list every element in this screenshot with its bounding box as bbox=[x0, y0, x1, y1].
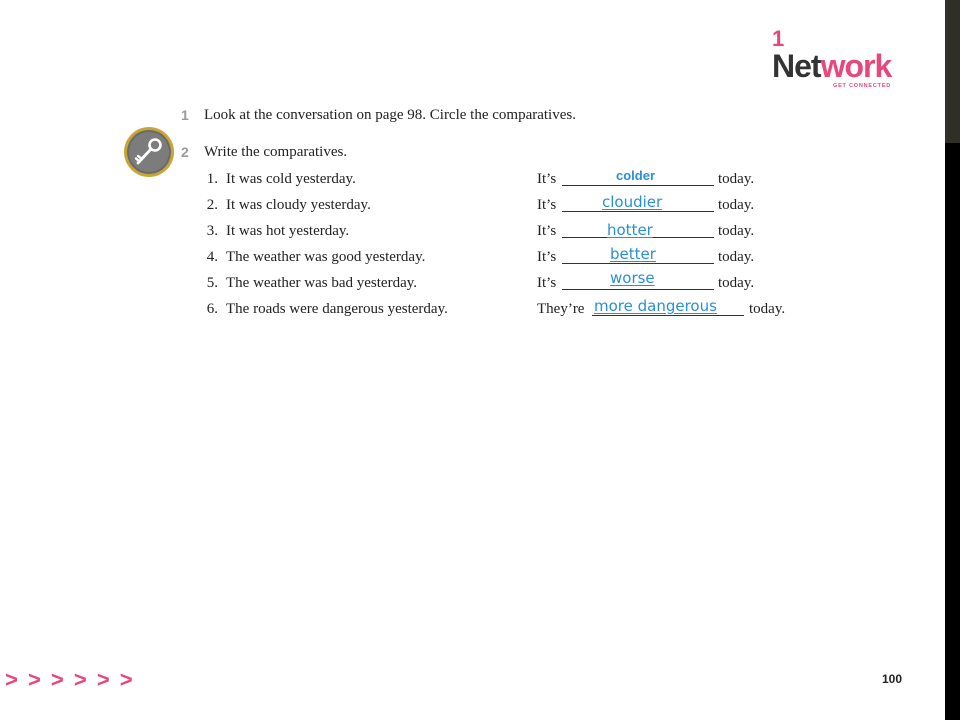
row-index: 1. bbox=[206, 171, 218, 187]
exercise-row bbox=[0, 297, 960, 325]
row-suffix: today. bbox=[749, 301, 786, 317]
logo-unit-number: 1 bbox=[772, 26, 785, 51]
exercise-row bbox=[0, 223, 960, 247]
logo-word-net: Net bbox=[772, 48, 821, 84]
answer-text: hotter bbox=[607, 221, 653, 239]
answer-blank bbox=[562, 289, 714, 290]
row-index: 5. bbox=[206, 275, 218, 291]
row-index: 2. bbox=[206, 197, 218, 213]
row-suffix: today. bbox=[718, 223, 755, 239]
logo-word-work: work bbox=[820, 48, 892, 84]
row-sentence: It was hot yesterday. bbox=[226, 223, 350, 239]
exercise-row bbox=[0, 168, 960, 195]
network-logo bbox=[772, 28, 922, 92]
row-prefix: It’s bbox=[537, 171, 557, 187]
footer-chevrons: > > > > > > bbox=[5, 667, 135, 692]
answer-blank bbox=[562, 263, 714, 264]
answer-blank bbox=[592, 315, 744, 316]
answer-blank bbox=[562, 211, 714, 212]
row-suffix: today. bbox=[718, 197, 755, 213]
row-index: 4. bbox=[206, 249, 218, 265]
exercise-row bbox=[0, 269, 960, 299]
row-suffix: today. bbox=[718, 249, 755, 265]
row-suffix: today. bbox=[718, 275, 755, 291]
row-sentence: It was cold yesterday. bbox=[226, 171, 356, 187]
row-sentence: The weather was good yesterday. bbox=[226, 249, 426, 265]
exercise-1-number: 1 bbox=[181, 107, 189, 123]
row-prefix: It’s bbox=[537, 223, 557, 239]
answer-blank bbox=[562, 185, 714, 186]
exercise-row bbox=[0, 193, 960, 221]
row-sentence: It was cloudy yesterday. bbox=[226, 197, 371, 213]
row-prefix: They’re bbox=[537, 301, 585, 317]
row-prefix: It’s bbox=[537, 275, 557, 291]
row-sentence: The roads were dangerous yesterday. bbox=[226, 301, 448, 317]
exercise-2-number: 2 bbox=[181, 144, 189, 160]
row-prefix: It’s bbox=[537, 197, 557, 213]
answer-text: colder bbox=[616, 168, 656, 183]
row-prefix: It’s bbox=[537, 249, 557, 265]
exercise-1-instruction: Look at the conversation on page 98. Circle the comparatives. bbox=[204, 107, 576, 123]
row-index: 6. bbox=[206, 301, 218, 317]
answer-text: more dangerous bbox=[594, 297, 717, 315]
exercise-2-instruction: Write the comparatives. bbox=[204, 144, 348, 160]
row-suffix: today. bbox=[718, 171, 755, 187]
exercise-row bbox=[0, 245, 960, 273]
answer-text: better bbox=[610, 245, 656, 263]
logo-tagline: GET CONNECTED bbox=[833, 83, 892, 89]
answer-text: cloudier bbox=[602, 193, 663, 211]
row-index: 3. bbox=[206, 223, 218, 239]
logo-wordmark bbox=[772, 48, 891, 84]
answer-text: worse bbox=[610, 269, 655, 287]
row-sentence: The weather was bad yesterday. bbox=[226, 275, 418, 291]
right-edge-bar-accent bbox=[945, 0, 960, 143]
page-number: 100 bbox=[882, 672, 903, 686]
